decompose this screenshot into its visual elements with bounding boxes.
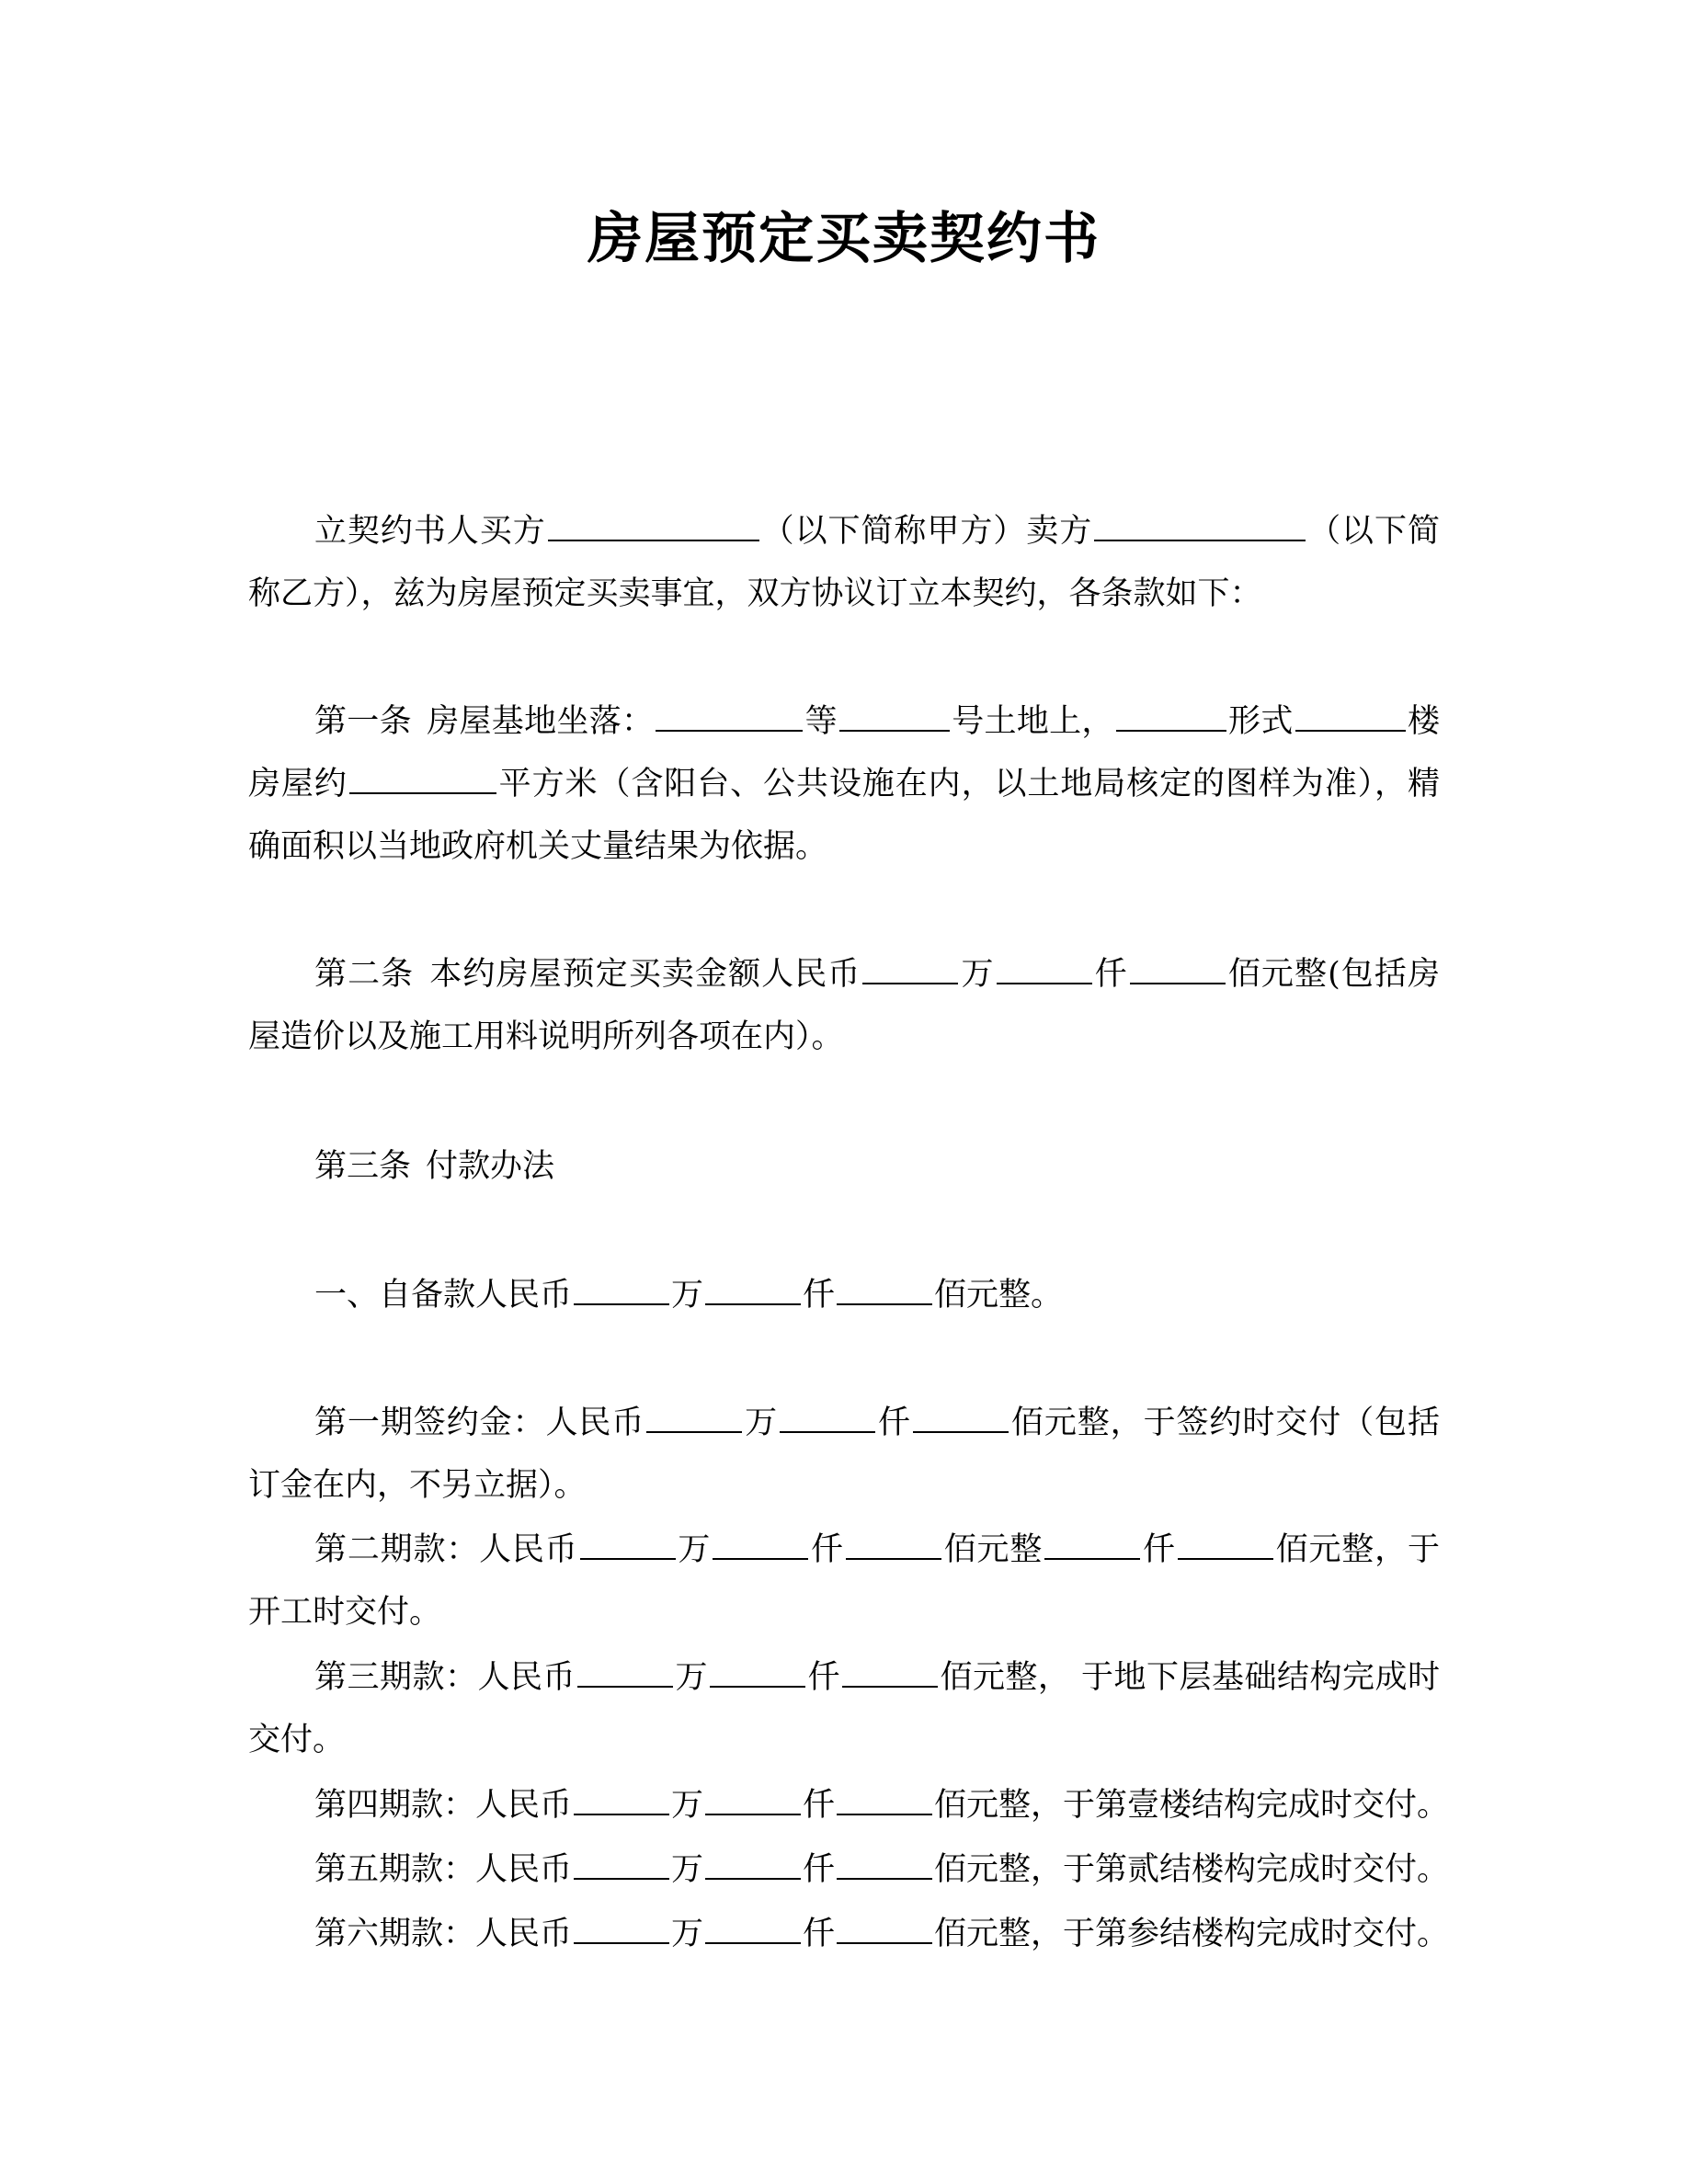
- phase-5-text-3: 仟: [803, 1851, 836, 1888]
- phase-3-bai-blank: [842, 1660, 938, 1688]
- phase-2-text-2: 万: [677, 1531, 712, 1568]
- self-fund-bai-blank: [837, 1278, 932, 1305]
- phase-2-wan-blank: [580, 1532, 676, 1560]
- phase-6-text-1: 第六期款：人民币: [314, 1916, 573, 1952]
- phase-6-text-3: 仟: [803, 1916, 836, 1952]
- article-1-label: 第一条: [314, 703, 412, 740]
- phase-3-paragraph: [248, 1646, 1440, 1771]
- phase-3-text-1: 第三期款：人民币: [314, 1659, 576, 1696]
- phase-4-text-2: 万: [671, 1787, 704, 1824]
- phase-4-qian-blank: [705, 1788, 801, 1815]
- bai-blank: [1130, 957, 1226, 984]
- phase-2-qian-blank: [713, 1532, 808, 1560]
- phase-5-line: [314, 1838, 1473, 1901]
- phase-1-paragraph: [248, 1392, 1440, 1517]
- article-2-text-1: 本约房屋预定买卖金额人民币: [428, 956, 861, 993]
- phase-5-qian-blank: [705, 1852, 801, 1880]
- phase-3-qian-blank: [710, 1660, 805, 1688]
- phase-2-text-1: 第二期款：人民币: [314, 1531, 578, 1568]
- self-fund-wan-blank: [574, 1278, 669, 1305]
- article-1-text-4: 形式: [1227, 703, 1294, 740]
- article-3-label: 第三条: [314, 1148, 412, 1185]
- document-title: 房屋预定买卖契约书: [587, 207, 1101, 271]
- phase-6-qian-blank: [705, 1917, 801, 1944]
- article-1-text-6: 平方米（含阳台、公共设施在内，以土地局核定的图样为准），精确面积以当地政府机关丈量结果为依据。: [248, 766, 1440, 865]
- phase-3-text-3: 仟: [806, 1659, 840, 1696]
- floor-blank: [1295, 704, 1406, 732]
- phase-4-line: [314, 1774, 1473, 1837]
- phase-5-text-1: 第五期款：人民币: [314, 1851, 573, 1888]
- phase-4-wan-blank: [574, 1788, 669, 1815]
- phase-5-bai-blank: [837, 1852, 932, 1880]
- phase-1-qian-blank: [780, 1405, 875, 1433]
- intro-text-2: （以下简称甲方）卖方: [760, 513, 1093, 550]
- phase-6-bai-blank: [837, 1917, 932, 1944]
- intro-paragraph: [248, 500, 1440, 625]
- seller-blank: [1094, 514, 1306, 541]
- phase-1-bai-blank: [913, 1405, 1009, 1433]
- phase-2-qian-blank-2: [1044, 1532, 1140, 1560]
- phase-2-bai-blank-2: [1178, 1532, 1273, 1560]
- phase-2-paragraph: [248, 1519, 1440, 1644]
- article-3-heading: [314, 1135, 1473, 1198]
- article-2-paragraph: [248, 943, 1440, 1068]
- intro-text-1: 立契约书人买方: [314, 513, 546, 550]
- phase-5-text-4: 佰元整，于第贰结楼构完成时交付。: [934, 1851, 1450, 1888]
- article-3-text: 付款办法: [426, 1148, 555, 1185]
- article-1-text-3: 号土地上，: [951, 703, 1114, 740]
- phase-6-line: [314, 1903, 1473, 1965]
- phase-1-text-3: 仟: [877, 1405, 911, 1441]
- area-blank: [349, 767, 496, 794]
- phase-1-text-4: 佰元整，于签约时交付（包括订金在内，不另立据）。: [248, 1405, 1440, 1504]
- phase-2-text-3: 仟: [810, 1531, 844, 1568]
- phase-3-wan-blank: [577, 1660, 673, 1688]
- location-blank: [656, 704, 803, 732]
- phase-6-text-2: 万: [671, 1916, 704, 1952]
- phase-1-text-2: 万: [744, 1405, 779, 1441]
- article-1-paragraph: [248, 690, 1440, 878]
- lot-blank: [839, 704, 950, 732]
- article-1-text-2: 等: [804, 703, 838, 740]
- self-fund-text-1: 一、自备款人民币: [314, 1277, 573, 1314]
- article-2-label: 第二条: [314, 956, 415, 993]
- phase-4-text-3: 仟: [803, 1787, 836, 1824]
- article-2-text-2: 万: [960, 956, 995, 993]
- article-2-text-3: 仟: [1093, 956, 1128, 993]
- phase-5-wan-blank: [574, 1852, 669, 1880]
- article-1-text-5: 楼房屋约: [248, 703, 1440, 802]
- phase-4-text-1: 第四期款：人民币: [314, 1787, 573, 1824]
- phase-6-text-4: 佰元整，于第参结楼构完成时交付。: [934, 1916, 1450, 1952]
- intro-text-3: （以下简称乙方），兹为房屋预定买卖事宜，双方协议订立本契约，各条款如下：: [248, 513, 1440, 612]
- phase-5-text-2: 万: [671, 1851, 704, 1888]
- self-fund-text-3: 仟: [803, 1277, 836, 1314]
- phase-1-wan-blank: [646, 1405, 742, 1433]
- phase-2-text-4: 佰元整: [942, 1531, 1044, 1568]
- phase-2-bai-blank: [846, 1532, 941, 1560]
- qian-blank: [997, 957, 1092, 984]
- phase-2-text-5: 仟: [1142, 1531, 1176, 1568]
- article-2-text-4: 佰元整(包括房屋造价以及施工用料说明所列各项在内）。: [248, 956, 1440, 1055]
- phase-4-bai-blank: [837, 1788, 932, 1815]
- phase-4-text-4: 佰元整，于第壹楼结构完成时交付。: [934, 1787, 1450, 1824]
- phase-3-text-2: 万: [674, 1659, 708, 1696]
- self-fund-line: [314, 1264, 1473, 1326]
- self-fund-text-2: 万: [671, 1277, 704, 1314]
- form-blank: [1116, 704, 1226, 732]
- phase-1-text-1: 第一期签约金：人民币: [314, 1405, 645, 1441]
- self-fund-qian-blank: [705, 1278, 801, 1305]
- article-1-text-1: 房屋基地坐落：: [426, 703, 655, 740]
- buyer-blank: [548, 514, 759, 541]
- phase-3-text-4: 佰元整， 于地下层基础结构完成时交付。: [248, 1659, 1440, 1758]
- self-fund-text-4: 佰元整。: [934, 1277, 1064, 1314]
- phase-2-text-6: 佰元整，于开工时交付。: [248, 1531, 1440, 1631]
- wan-blank: [862, 957, 958, 984]
- phase-6-wan-blank: [574, 1917, 669, 1944]
